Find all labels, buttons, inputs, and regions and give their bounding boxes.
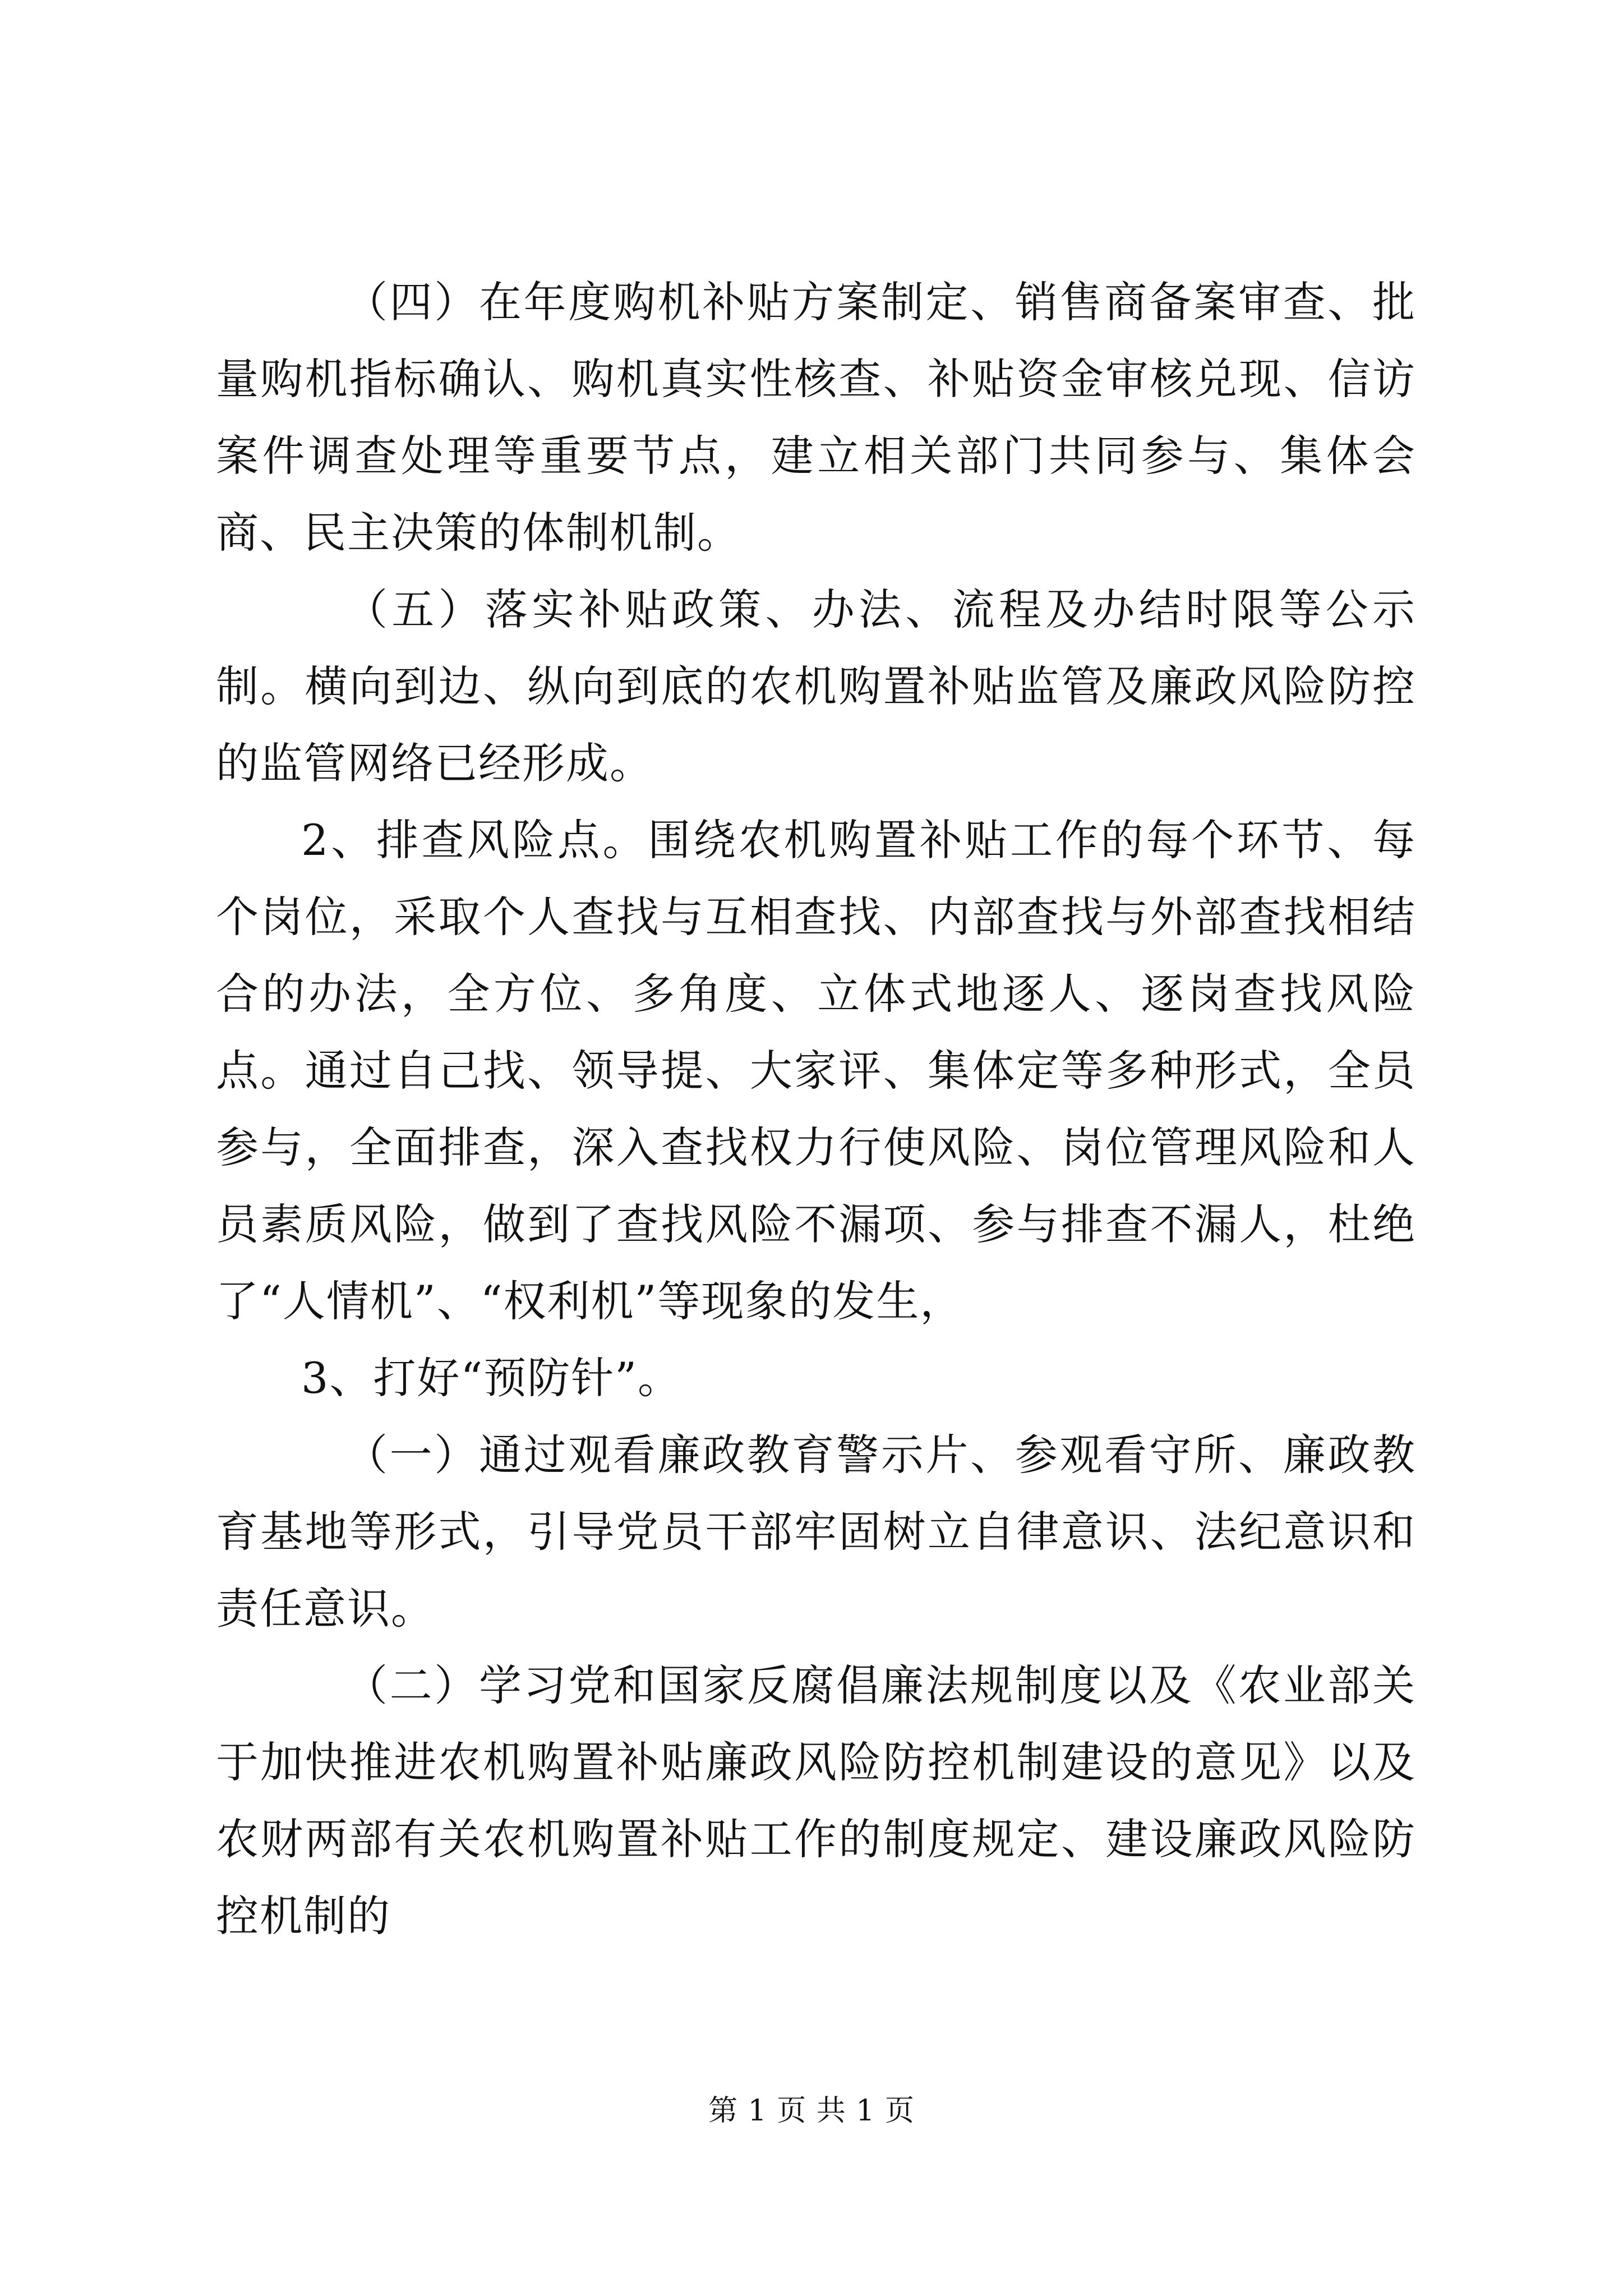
paragraph-section-5: （五）落实补贴政策、办法、流程及办结时限等公示制。横向到边、纵向到底的农机购置补贴监管及廉政风险防控的监管网络已经形成。 [216,585,1416,788]
paragraph-item-3: 3、打好“预防针”。 [301,1353,682,1403]
paragraph-subsection-2: （二）学习党和国家反腐倡廉法规制度以及《农业部关于加快推进农机购置补贴廉政风险防控机制建设的意见》以及农财两部有关农机购置补贴工作的制度规定、建设廉政风险防控机制的 [216,1660,1416,1941]
page-footer: 第 1 页 共 1 页 [708,2094,915,2128]
paragraph-section-4: （四）在年度购机补贴方案制定、销售商备案审查、批量购机指标确认、购机真实性核查、补贴资金审核兑现、信访案件调查处理等重要节点，建立相关部门共同参与、集体会商、民主决策的体制机制。 [216,277,1416,558]
paragraph-subsection-1: （一）通过观看廉政教育警示片、参观看守所、廉政教育基地等形式，引导党员干部牢固树立自律意识、法纪意识和责任意识。 [216,1430,1416,1634]
document-body [216,264,1416,1954]
paragraph-item-2: 2、排查风险点。围绕农机购置补贴工作的每个环节、每个岗位，采取个人查找与互相查找、内部查找与外部查找相结合的办法，全方位、多角度、立体式地逐人、逐岗查找风险点。通过自己找、领导提、大家评、集体定等多种形式，全员参与，全面排查，深入查找权力行使风险、岗位管理风险和人员素质风险，做到了查找风险不漏项、参与排查不漏人，杜绝了“人情机”、“权利机”等现象的发生， [216,815,1416,1326]
